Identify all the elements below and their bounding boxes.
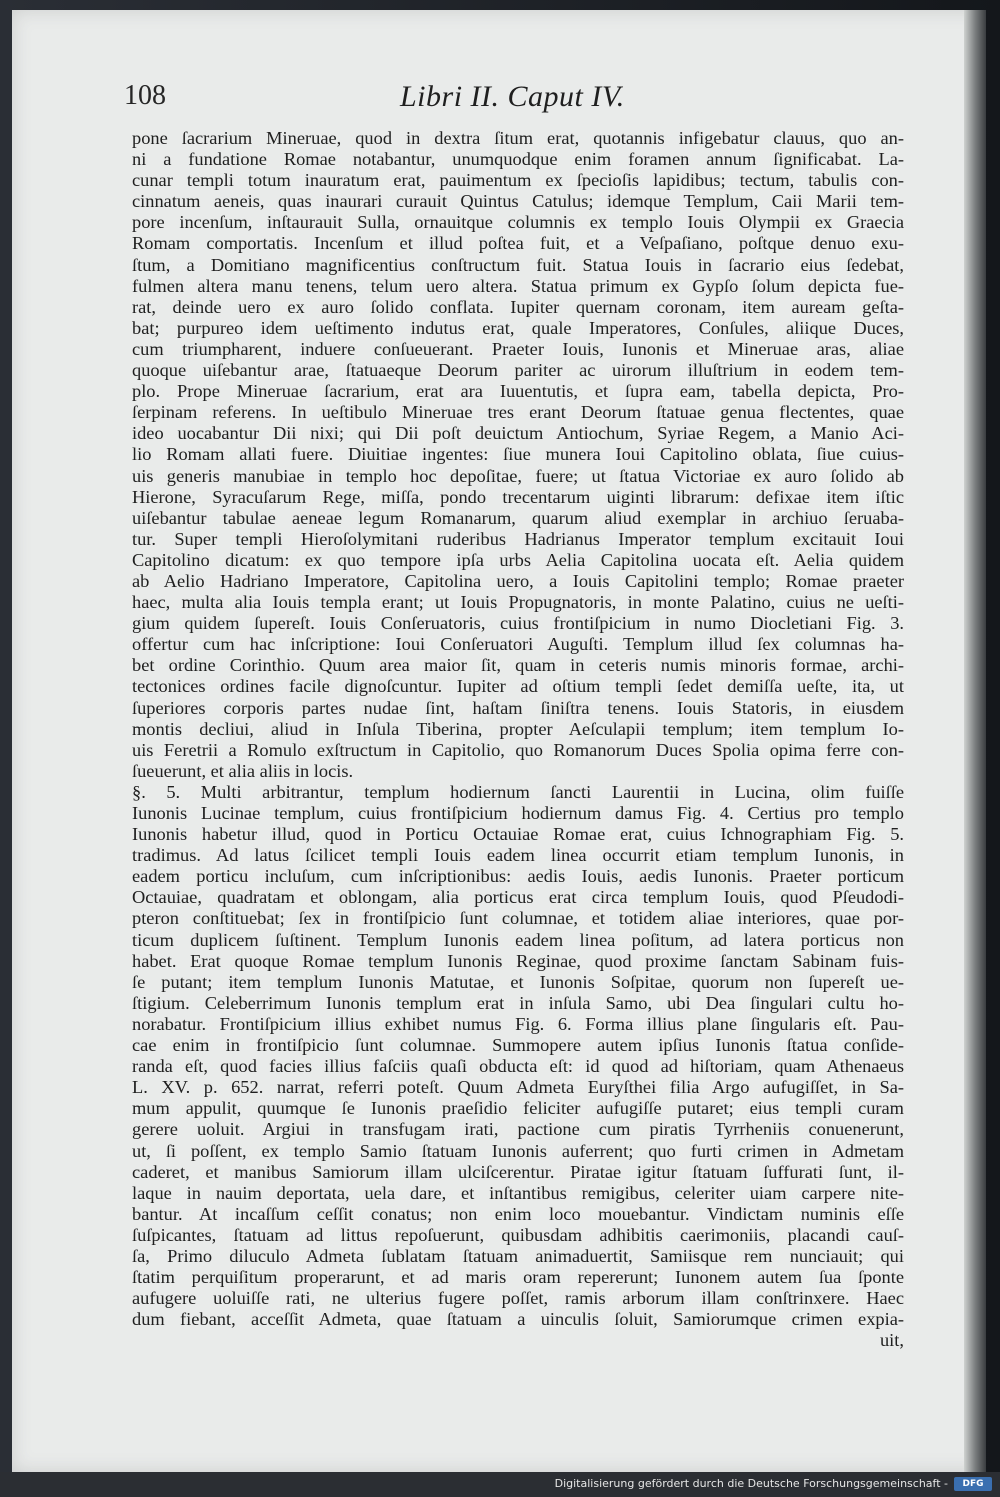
text-line: tur. Super templi Hieroſolymitani ruderibus Hadrianus Imperator templum excitauit Ioui [132,528,904,549]
text-line: gium quidem ſupereſt. Iouis Conſeruatoris, cuius frontiſpicium in numo Diocletiani Fig. 3. [132,613,904,634]
text-line: pore incenſum, inſtaurauit Sulla, ornauitque columnis ex templo Iouis Olympii ex Graecia [132,212,904,233]
text-line: mum appulit, quumque ſe Iunonis praeſidio feliciter aufugiſſe putaret; eius templi curam [132,1098,904,1119]
text-line: caderet, et manibus Samiorum illam ulciſcerentur. Piratae igitur ſtatuam ſuffurati ſunt, il- [132,1161,904,1182]
text-line: Capitolino dicatum: ex quo tempore ipſa urbs Aelia Capitolina uocata eſt. Aelia quidem [132,549,904,570]
text-line: pone ſacrarium Mineruae, quod in dextra ſitum erat, quotannis infigebatur clauus, quo an- [132,128,904,148]
text-line: bet ordine Corinthio. Quum area maior ſit, quam in ceteris numis minoris formae, archi- [132,655,904,676]
text-line: quoque uiſebantur arae, ſtatuaeque Deorum pariter ac uirorum illuſtrium in eodem tem- [132,360,904,381]
text-line: uiſebantur tabulae aeneae legum Romanarum, quarum aliud exemplar in archiuo ſeruaba- [132,507,904,528]
text-line: offertur cum hac inſcriptione: Ioui Conſeruatori Auguſti. Templum illud ſex columnas ha- [132,634,904,655]
text-line: ſueuerunt, et alia aliis in locis. [132,760,354,781]
text-line: Iunonis Lucinae templum, cuius frontiſpicium hodiernum damus Fig. 4. Certius pro templo [132,803,904,823]
text-line: ſe putant; item templum Iunonis Matutae, et Iunonis Soſpitae, quorum non ſupereſt ue- [132,971,904,992]
running-head [120,80,900,120]
text-line: Iunonis habetur illud, quod in Porticu Octauiae Romae erat, cuius Ichnographiam Fig. 5. [132,824,904,845]
text-line: tradimus. Ad latus ſcilicet templi Iouis eadem linea occurrit etiam templum Iunonis, in [132,845,904,866]
text-line: uis Feretrii a Romulo exſtructum in Capitolio, quo Romanorum Duces Spolia opima ferre con- [132,739,904,760]
text-line: ſtatim perquiſitum properarunt, et ad maris oram repererunt; Iunonem autem ſua ſponte [132,1267,904,1288]
chapter-title: Libri II. Caput IV. [400,80,625,113]
text-line: Romam comportatis. Incenſum et illud poſtea fuit, et a Veſpaſiano, poſtque denuo exu- [132,233,904,254]
text-line: tectonices ordines facile dignoſcuntur. Iupiter ad oſtium templi ſedet demiſſa ueſte, ita, ut [132,676,904,697]
text-line: ſa, Primo diluculo Admeta ſublatam ſtatuam animaduertit, Samiisque rem nunciauit; qui [132,1245,904,1266]
text-line: ſtigium. Celeberrimum Iunonis templum erat in inſula Samo, ubi Dea ſingulari cultu ho- [132,992,904,1013]
text-line: ſuperiores corporis partes nudae ſint, haſtam ſiniſtra tenens. Iouis Statoris, in eiusdem [132,697,904,718]
text-line: uis generis manubiae in templo hoc depoſitae, fuere; ut ſtatua Victoriae ex auro ſolido ab [132,465,904,486]
page-number: 108 [124,80,166,111]
text-line: dum fiebant, acceſſit Admeta, quae ſtatuam a uinculis ſoluit, Samiorumque crimen expia- [132,1309,904,1330]
funding-credit: Digitalisierung gefördert durch die Deutsche Forschungsgemeinschaft - [554,1477,948,1490]
text-line: §. 5. Multi arbitrantur, templum hodiernum ſancti Laurentii in Lucina, olim fuiſſe [132,781,904,802]
text-line: ſerpinam referens. In ueſtibulo Mineruae tres erant Deorum ſtatuae genua flectentes, quae [132,402,904,423]
text-line: uit, [879,1330,904,1351]
text-line: aufugere uoluiſſe rati, ne ulterius fugere poſſet, ramis arborum illam conſtrinxere. Haec [132,1288,904,1309]
text-line: ut, ſi poſſent, ex templo Samio ſtatuam Iunonis auferrent; quo furti crimen in Admetam [132,1140,904,1161]
text-line: norabatur. Frontiſpicium illius exhibet numus Fig. 6. Forma illius plane ſingularis eſt. Pau- [132,1013,904,1034]
text-line: cinnatum aeneis, quas inaurari curauit Quintus Catulus; idemque Templum, Caii Marii tem- [132,191,904,212]
text-line: cae enim in frontiſpicio ſunt columnae. Summopere autem ipſius Iunonis ſtatua conſide- [132,1035,904,1056]
text-line: cum triumpharent, induere conſueuerant. Praeter Iouis, Iunonis et Mineruae aras, aliae [132,338,904,359]
text-line: plo. Prope Mineruae ſacrarium, erat ara Iuuentutis, et ſupra eam, tabella depicta, Pro- [132,381,904,402]
footer-bar [0,1472,1000,1497]
text-line: ſtum, a Domitiano magnificentius conſtructum fuit. Statua Iouis in ſacrario eius ſedebat, [132,254,904,275]
text-line: cunar templi totum inauratum erat, pauimentum ex ſpecioſis lapidibus; tectum, tabulis con- [132,170,904,191]
text-line: ticum duplicem ſuſtinent. Templum Iunonis eadem linea poſitum, ad latera porticus non [132,929,904,950]
text-line: gerere uoluit. Argiui in transfugam irati, pactione cum piratis Tyrrheniis conuenerunt, [132,1119,904,1140]
text-line: ni a fundatione Romae notabantur, unumquodque enim foramen annum ſignificabat. La- [132,149,904,170]
text-line: fulmen altera manu tenens, telum uero altera. Statua primum ex Gypſo ſolum depicta fue- [132,275,904,296]
text-line: haec, multa alia Iouis templa erant; ut Iouis Propugnatoris, in monte Palatino, cuius ne ueſti- [132,592,904,613]
text-line: lio Romam allati fuere. Diuitiae ingentes: ſiue munera Ioui Capitolino oblata, ſiue cuius- [132,444,904,465]
text-line: laque in nauim deportata, uela dare, et inſtantibus remigibus, celeriter uiam carpere nite- [132,1182,904,1203]
text-line: Octauiae, quadratam et oblongam, alia porticus erat circa templum Iouis, quod Pſeudodi- [132,887,904,908]
text-line: habet. Erat quoque Romae templum Iunonis Reginae, quod proxime ſanctam Sabinam fuis- [132,950,904,971]
dfg-logo: DFG [954,1477,992,1491]
text-line: eadem porticu incluſum, cum inſcriptionibus: aedis Iouis, aedis Iunonis. Praeter porticum [132,866,904,887]
book-spine-edge [964,10,986,1472]
text-line: L. XV. p. 652. narrat, referri poteſt. Quum Admeta Euryſthei filia Argo aufugiſſet, in Sa- [132,1077,904,1098]
text-line: ab Aelio Hadriano Imperatore, Capitolina uero, a Iouis Capitolini templo; Romae praeter [132,570,904,591]
text-line: ideo uocabantur Dii nixi; qui Dii poſt deuictum Antiochum, Syriae Regem, a Manio Aci- [132,423,904,444]
text-line: bantur. At incaſſum ceſſit conatus; non enim loco mouebantur. Vindictam numinis eſſe [132,1203,904,1224]
text-line: pteron conſtituebat; ſex in frontiſpicio ſunt columnae, et totidem aliae interiores, quae por- [132,908,904,929]
text-line: randa eſt, quod facies illius faſciis quaſi obducta eſt: id quod ad hiſtoriam, quam Athenaeus [132,1056,904,1077]
text-line: ſuſpicantes, ſtatuam ad littus repoſuerunt, quibusdam adhibitis caerimoniis, placandi cauſ- [132,1224,904,1245]
text-line: montis decliui, aliud in Inſula Tiberina, propter Aeſculapii templum; item templum Io- [132,718,904,739]
text-line: rat, deinde uero ex auro ſolido conflata. Iupiter quernam coronam, item auream geſta- [132,296,904,317]
text-line: Hierone, Syracuſarum Rege, miſſa, pondo trecentarum uiginti librarum: defixae item iſtic [132,486,904,507]
text-line: bat; purpureo idem ueſtimento indutus erat, quale Imperatores, Conſules, aliique Duces, [132,317,904,338]
body-text [132,128,904,1351]
